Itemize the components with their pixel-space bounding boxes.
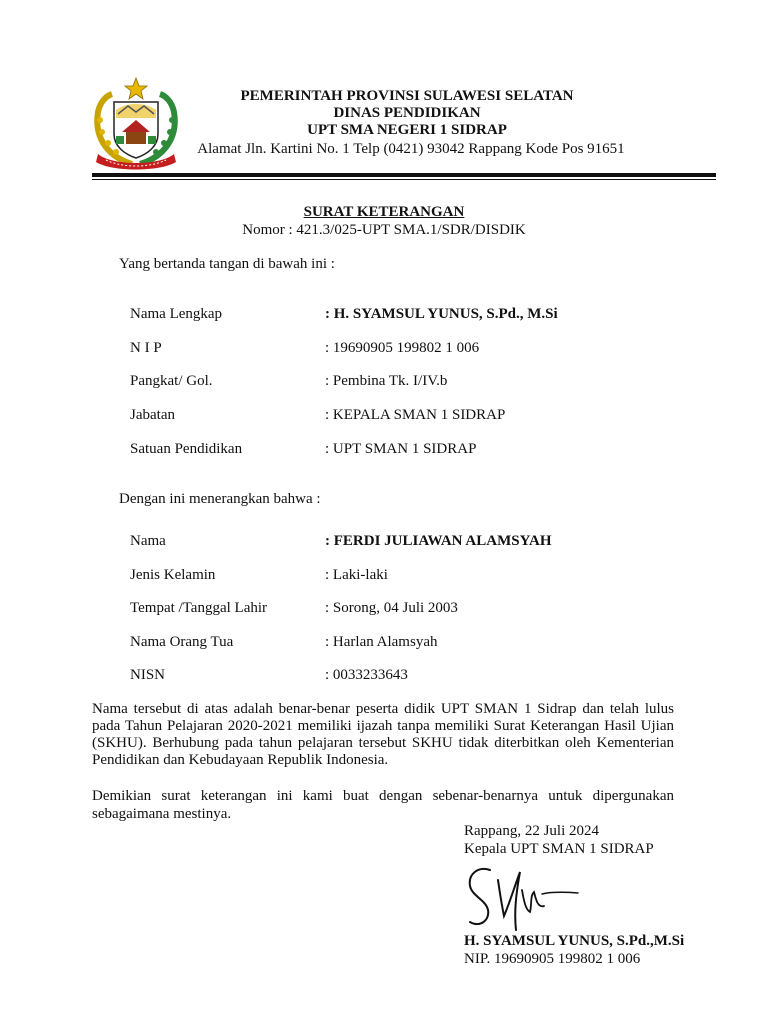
field-value: : H. SYAMSUL YUNUS, S.Pd., M.Si bbox=[325, 306, 558, 322]
intro-text: Yang bertanda tangan di bawah ini : bbox=[119, 256, 335, 272]
field-value: : Pembina Tk. I/IV.b bbox=[325, 373, 448, 389]
closing-paragraph: Demikian surat keterangan ini kami buat dengan sebenar-benarnya untuk dipergunakan sebagaimana mestinya. bbox=[92, 788, 674, 822]
field-label: Tempat /Tanggal Lahir bbox=[130, 600, 268, 616]
signature-position: Kepala UPT SMAN 1 SIDRAP bbox=[464, 841, 654, 857]
letterhead-line-3: UPT SMA NEGERI 1 SIDRAP bbox=[307, 122, 507, 138]
field-value: : Harlan Alamsyah bbox=[325, 634, 438, 650]
letterhead-line-2: DINAS PENDIDIKAN bbox=[333, 105, 481, 121]
field-value: : Sorong, 04 Juli 2003 bbox=[325, 600, 458, 616]
document-title: SURAT KETERANGAN bbox=[303, 204, 465, 220]
body-paragraph: Nama tersebut di atas adalah benar-benar peserta didik UPT SMAN 1 Sidrap dan telah lulus pada Tahun Pelajaran 2020-2021 memiliki ijazah tanpa memiliki Surat Keterangan Hasil Ujian (SKHU). Berhubung pada tahun pelajaran tersebut SKHU tidak diterbitkan oleh Kementerian Pendidikan dan Kebudayaan Republik Indonesia. bbox=[92, 701, 674, 768]
field-value: : KEPALA SMAN 1 SIDRAP bbox=[325, 407, 506, 423]
field-label: Nama Orang Tua bbox=[130, 634, 234, 650]
statement-intro: Dengan ini menerangkan bahwa : bbox=[119, 491, 321, 507]
letterhead bbox=[182, 88, 632, 158]
field-label: Nama bbox=[130, 533, 166, 549]
signature-place-date: Rappang, 22 Juli 2024 bbox=[464, 823, 599, 839]
field-label: N I P bbox=[130, 340, 162, 356]
field-label: NISN bbox=[130, 667, 166, 683]
field-value: : UPT SMAN 1 SIDRAP bbox=[325, 441, 477, 457]
signature-name: H. SYAMSUL YUNUS, S.Pd.,M.Si bbox=[464, 933, 685, 949]
letterhead-divider-thin bbox=[92, 179, 716, 180]
field-label: Satuan Pendidikan bbox=[130, 441, 243, 457]
field-label: Nama Lengkap bbox=[130, 306, 223, 322]
signature-nip: NIP. 19690905 199802 1 006 bbox=[464, 951, 641, 967]
field-value: : 0033233643 bbox=[325, 667, 408, 683]
field-value: : 19690905 199802 1 006 bbox=[325, 340, 480, 356]
field-label: Jenis Kelamin bbox=[130, 567, 216, 583]
field-label: Pangkat/ Gol. bbox=[130, 373, 213, 389]
field-value: : FERDI JULIAWAN ALAMSYAH bbox=[325, 533, 552, 549]
handwritten-signature-icon bbox=[460, 860, 590, 936]
letterhead-address: Alamat Jln. Kartini No. 1 Telp (0421) 93042 Rappang Kode Pos 91651 bbox=[197, 141, 625, 157]
document-number: Nomor : 421.3/025-UPT SMA.1/SDR/DISDIK bbox=[242, 222, 526, 238]
letterhead-divider-thick bbox=[92, 173, 716, 177]
letterhead-line-1: PEMERINTAH PROVINSI SULAWESI SELATAN bbox=[240, 88, 574, 104]
field-label: Jabatan bbox=[130, 407, 175, 423]
field-value: : Laki-laki bbox=[325, 567, 388, 583]
provincial-emblem-icon bbox=[92, 76, 180, 170]
